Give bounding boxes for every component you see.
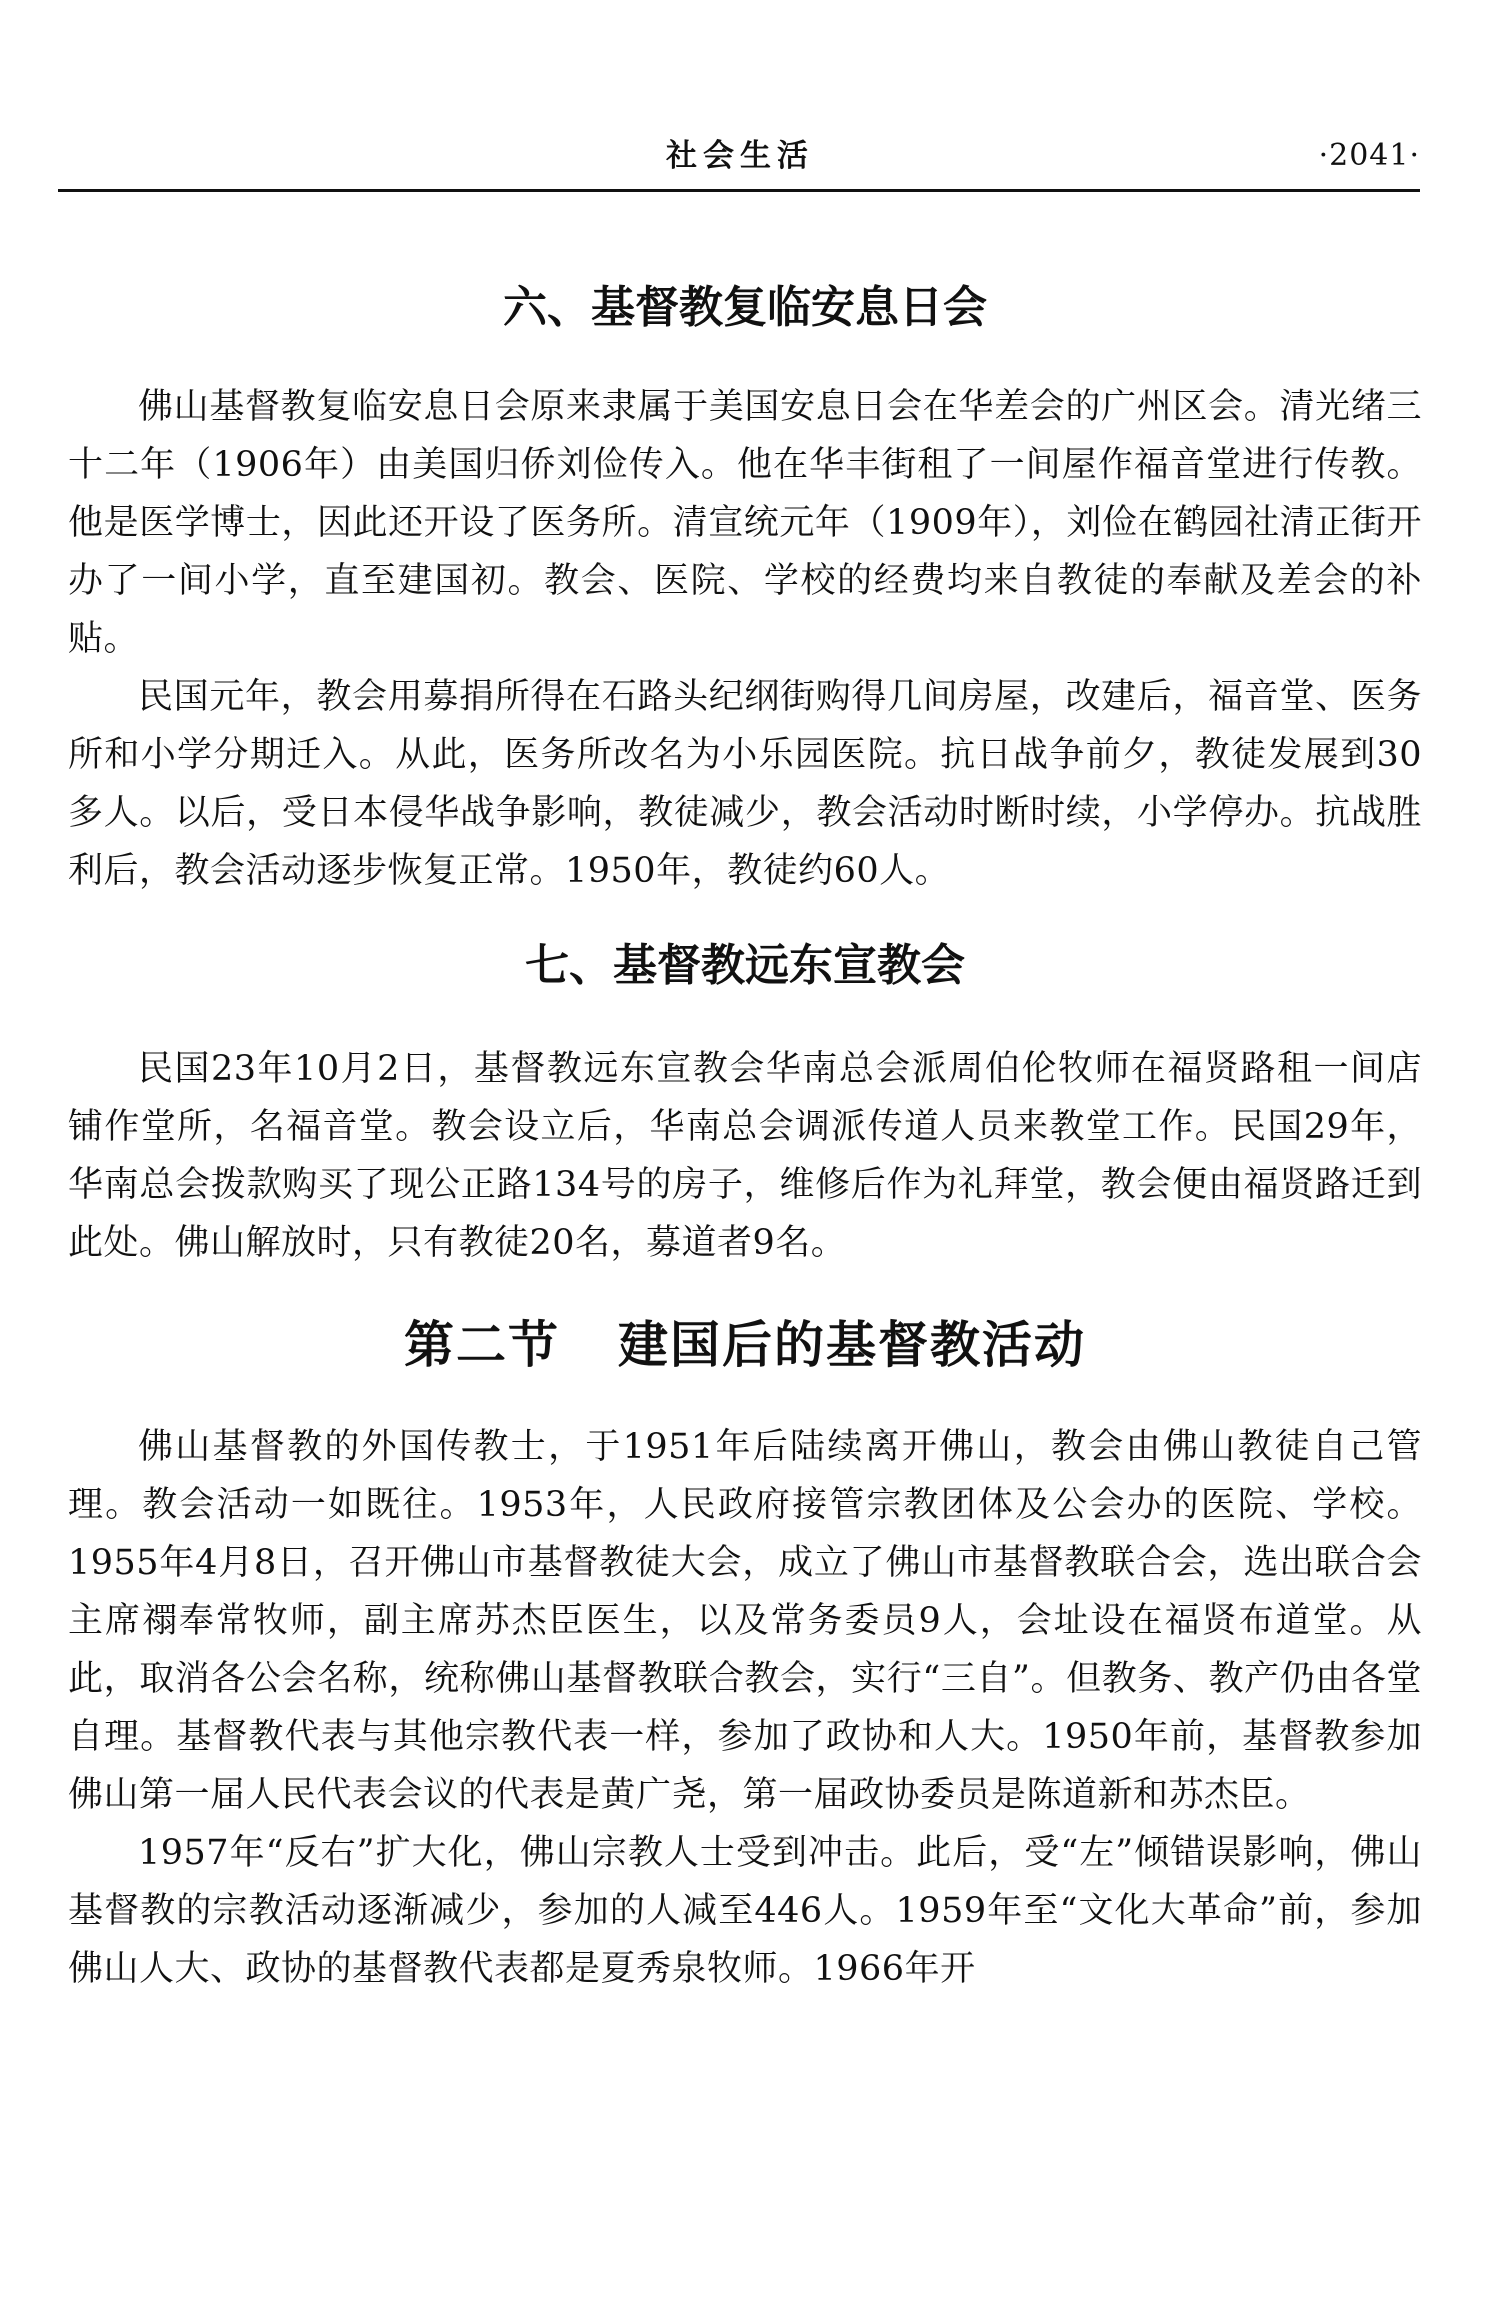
paragraph: 佛山基督教的外国传教士，于1951年后陆续离开佛山，教会由佛山教徒自己管理。教会活动一如既往。1953年，人民政府接管宗教团体及公会办的医院、学校。1955年4月8日，召开佛山市基督教徒大会，成立了佛山市基督教联合会，选出联合会主席禤奉常牧师，副主席苏杰臣医生，以及常务委员9人，会址设在福贤布道堂。从此，取消各公会名称，统称佛山基督教联合教会，实行“三自”。但教务、教产仍由各堂自理。基督教代表与其他宗教代表一样，参加了政协和人大。1950年前，基督教参加佛山第一届人民代表会议的代表是黄广尧，第一届政协委员是陈道新和苏杰臣。 xyxy=(68,1427,1422,1815)
chapter-heading xyxy=(68,1312,1422,1378)
paragraph: 佛山基督教复临安息日会原来隶属于美国安息日会在华差会的广州区会。清光绪三十二年（1906年）由美国归侨刘俭传入。他在华丰街租了一间屋作福音堂进行传教。他是医学博士，因此还开设了医务所。清宣统元年（1909年），刘俭在鹤园社清正街开办了一间小学，直至建国初。教会、医院、学校的经费均来自教徒的奉献及差会的补贴。 xyxy=(68,387,1422,659)
chapter-label: 第二节 xyxy=(404,1315,560,1374)
running-title: 社会生活 xyxy=(666,138,814,174)
section-heading-far-east-mission: 七、基督教远东宣教会 xyxy=(525,940,965,991)
paragraph: 1957年“反右”扩大化，佛山宗教人士受到冲击。此后，受“左”倾错误影响，佛山基督教的宗教活动逐渐减少，参加的人减至446人。1959年至“文化大革命”前，参加佛山人大、政协的基督教代表都是夏秀泉牧师。1966年开 xyxy=(68,1833,1422,1989)
page-header xyxy=(60,136,1420,186)
section-heading-adventist: 六、基督教复临安息日会 xyxy=(503,282,987,333)
paragraph: 民国23年10月2日，基督教远东宣教会华南总会派周伯伦牧师在福贤路租一间店铺作堂所，名福音堂。教会设立后，华南总会调派传道人员来教堂工作。民国29年，华南总会拨款购买了现公正路134号的房子，维修后作为礼拜堂，教会便由福贤路迁到此处。佛山解放时，只有教徒20名，募道者9名。 xyxy=(68,1049,1422,1263)
header-rule xyxy=(58,189,1420,192)
chapter-title: 建国后的基督教活动 xyxy=(618,1315,1086,1374)
page-content xyxy=(68,270,1422,1998)
page-number: ·2041· xyxy=(1318,138,1420,173)
paragraph: 民国元年，教会用募捐所得在石路头纪纲街购得几间房屋，改建后，福音堂、医务所和小学分期迁入。从此，医务所改名为小乐园医院。抗日战争前夕，教徒发展到30多人。以后，受日本侵华战争影响，教徒减少，教会活动时断时续，小学停办。抗战胜利后，教会活动逐步恢复正常。1950年，教徒约60人。 xyxy=(68,677,1422,891)
